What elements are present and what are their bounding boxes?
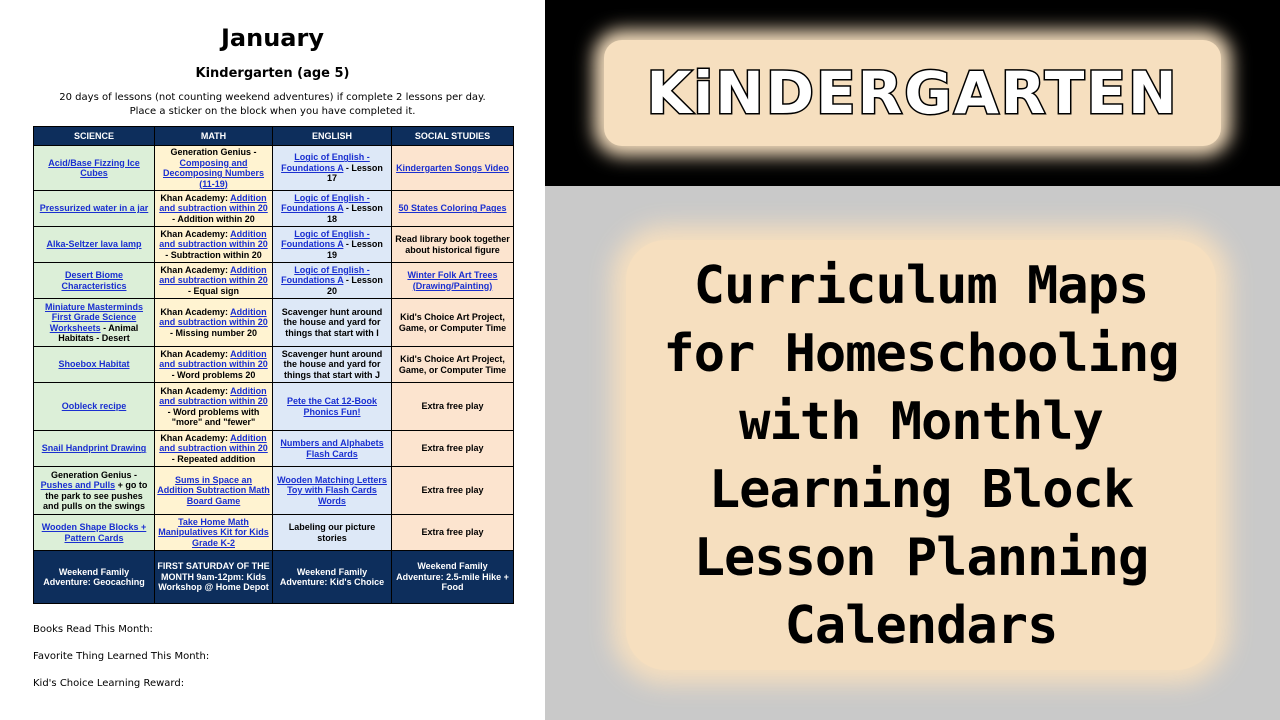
math-cell[interactable] [155,467,273,515]
note-line-2: Place a sticker on the block when you have completed it. [129,106,416,117]
social-studies-cell [392,467,514,515]
lesson-text: Generation Genius - [170,147,257,157]
caption-line-5: Lesson Planning [693,528,1149,588]
lesson-text: - Lesson 19 [326,239,383,260]
social-studies-cell [392,383,514,431]
lesson-link[interactable]: Desert Biome Characteristics [61,270,127,291]
lesson-text: Khan Academy: [160,192,231,203]
lesson-link[interactable]: Oobleck recipe [61,401,127,412]
lesson-link[interactable]: Logic of English - Foundations A [281,192,370,214]
curriculum-document [0,0,545,720]
lesson-plan-table [33,126,514,604]
lesson-text: - Word problems 20 [171,369,256,380]
lesson-text: Extra free play [421,443,484,454]
reward-label: Kid's Choice Learning Reward: [33,678,185,689]
lesson-link[interactable]: Addition and subtraction within 20 [159,228,268,250]
social-studies-cell [392,347,514,383]
english-cell[interactable] [273,227,392,263]
weekend-row [34,551,514,604]
lesson-link[interactable]: Logic of English - Foundations A [281,228,370,250]
lesson-link[interactable]: Pete the Cat 12-Book Phonics Fun! [286,396,378,417]
lesson-text: Khan Academy: [160,348,231,359]
kindergarten-banner-text: KiNDERGARTEN [646,59,1179,127]
lesson-text: - Lesson 17 [326,162,383,184]
lesson-text: + go to the park to see pushes and pulls on the swings [42,480,148,511]
lesson-text: Extra free play [421,527,484,538]
lesson-text: Scavenger hunt around the house and yard for things that start with J [281,348,383,380]
lesson-link[interactable]: Addition and subtraction within 20 [159,432,268,454]
science-cell[interactable] [34,515,155,551]
caption-line-6: Calendars [784,596,1058,656]
math-cell[interactable] [155,263,273,299]
lesson-link[interactable]: Sums in Space an Addition Subtraction Math Board Game [157,474,270,506]
lesson-link[interactable]: Acid/Base Fizzing Ice Cubes [48,157,140,178]
header-math: MATH [155,127,273,146]
science-cell[interactable] [34,347,155,383]
table-header-row [34,127,514,146]
weekend-adventure-cell: Weekend Family Adventure: Kid's Choice [273,551,392,604]
table-row [34,299,514,347]
lesson-link[interactable]: Wooden Shape Blocks + Pattern Cards [41,522,147,543]
note-line-1: 20 days of lessons (not counting weekend adventures) if complete 2 lessons per day. [59,92,486,103]
lesson-link[interactable]: Kindergarten Songs Video [396,162,509,173]
math-cell[interactable] [155,347,273,383]
english-cell[interactable] [273,191,392,227]
lesson-link[interactable]: Logic of English - Foundations A [281,264,370,286]
lesson-link[interactable]: Addition and subtraction within 20 [159,192,268,214]
weekend-adventure-cell: Weekend Family Adventure: 2.5-mile Hike + Food [392,551,514,604]
english-cell[interactable] [273,383,392,431]
lesson-text: - Word problems with "more" and "fewer" [167,406,260,427]
lesson-link[interactable]: Snail Handprint Drawing [41,443,147,454]
lesson-link[interactable]: Take Home Math Manipulatives Kit for Kids Grade K-2 [158,516,269,548]
math-cell[interactable] [155,227,273,263]
table-row [34,191,514,227]
lesson-text: Read library book together about historical figure [395,234,510,255]
table-row [34,383,514,431]
lesson-text: - Animal Habitats - Desert [58,322,139,343]
english-cell [273,347,392,383]
table-row [34,515,514,551]
social-studies-cell [392,431,514,467]
science-cell[interactable] [34,431,155,467]
social-studies-cell [392,515,514,551]
lesson-text: - Missing number 20 [169,327,258,338]
lesson-text: - Lesson 18 [326,203,383,224]
lesson-link[interactable]: 50 States Coloring Pages [398,203,507,214]
lesson-text: Extra free play [421,401,484,412]
lesson-text: Khan Academy: [160,264,231,275]
english-cell [273,299,392,347]
month-title: January [221,24,324,52]
caption-line-2: for Homeschooling [663,324,1179,384]
caption-line-1: Curriculum Maps [693,256,1149,316]
lesson-link[interactable]: Pushes and Pulls [40,480,116,490]
lesson-text: Khan Academy: [160,385,231,396]
english-cell [273,515,392,551]
lesson-link[interactable]: Addition and subtraction within 20 [159,348,268,370]
social-studies-cell[interactable] [392,263,514,299]
caption-line-4: Learning Block [708,460,1134,520]
lesson-text: Khan Academy: [160,432,231,443]
header-english: ENGLISH [273,127,392,146]
lesson-link[interactable]: Alka-Seltzer lava lamp [46,239,142,250]
lesson-link[interactable]: Logic of English - Foundations A [281,152,370,173]
science-cell[interactable] [34,263,155,299]
science-cell[interactable] [34,227,155,263]
table-row [34,227,514,263]
english-cell[interactable] [273,146,392,191]
math-cell[interactable] [155,146,273,191]
science-cell[interactable] [34,191,155,227]
lesson-link[interactable]: Shoebox Habitat [58,359,130,370]
weekend-adventure-cell: Weekend Family Adventure: Geocaching [34,551,155,604]
social-studies-cell [392,227,514,263]
lesson-text: Kid's Choice Art Project, Game, or Computer Time [398,312,507,333]
table-row [34,347,514,383]
weekend-adventure-cell: FIRST SATURDAY OF THE MONTH 9am-12pm: Kids Workshop @ Home Depot [155,551,273,604]
lesson-link[interactable]: Addition and subtraction within 20 [159,264,268,286]
books-read-label: Books Read This Month: [33,624,153,635]
lesson-text: - Lesson 20 [326,275,383,296]
social-studies-cell[interactable] [392,146,514,191]
math-cell[interactable] [155,431,273,467]
promo-graphic [545,0,1280,720]
lesson-link[interactable]: Composing and Decomposing Numbers (11-19) [162,157,265,189]
lesson-link[interactable]: Addition and subtraction within 20 [159,306,268,328]
lesson-text: Labeling our picture stories [288,522,376,543]
lesson-text: - Repeated addition [171,453,256,464]
table-row [34,263,514,299]
lesson-text: Khan Academy: [160,228,231,239]
lesson-link[interactable]: Numbers and Alphabets Flash Cards [280,438,384,459]
table-row [34,467,514,515]
lesson-link[interactable]: Pressurized water in a jar [39,203,149,214]
science-cell[interactable] [34,146,155,191]
math-cell[interactable] [155,383,273,431]
instructions-note [0,91,545,119]
lesson-link[interactable]: Miniature Masterminds First Grade Science Worksheets [44,301,144,333]
lesson-text: - Addition within 20 [172,213,255,224]
lesson-link[interactable]: Wooden Matching Letters Toy with Flash Cards Words [277,474,387,506]
science-cell[interactable] [34,383,155,431]
kindergarten-banner [604,40,1221,146]
science-cell[interactable] [34,467,155,515]
english-cell[interactable] [273,263,392,299]
lesson-link[interactable]: Winter Folk Art Trees (Drawing/Painting) [407,270,498,291]
english-cell[interactable] [273,467,392,515]
lesson-text: Khan Academy: [160,306,231,317]
social-studies-cell [392,299,514,347]
lesson-link[interactable]: Addition and subtraction within 20 [159,385,268,406]
caption-text [626,252,1216,660]
lesson-text: Kid's Choice Art Project, Game, or Computer Time [398,354,507,375]
table-row [34,431,514,467]
math-cell[interactable] [155,515,273,551]
english-cell[interactable] [273,431,392,467]
caption-box [626,240,1216,670]
lesson-text: Extra free play [421,485,484,496]
social-studies-cell[interactable] [392,191,514,227]
grade-subtitle: Kindergarten (age 5) [195,66,350,81]
caption-line-3: with Monthly [739,392,1103,452]
lesson-text: - Subtraction within 20 [165,249,262,260]
math-cell[interactable] [155,299,273,347]
lesson-text: Scavenger hunt around the house and yard for things that start with I [281,306,383,338]
header-science: SCIENCE [34,127,155,146]
lesson-text: - Equal sign [187,285,239,296]
table-row [34,146,514,191]
favorite-thing-label: Favorite Thing Learned This Month: [33,651,210,662]
lesson-text: Generation Genius - [50,469,137,480]
science-cell[interactable] [34,299,155,347]
math-cell[interactable] [155,191,273,227]
header-social-studies: SOCIAL STUDIES [392,127,514,146]
